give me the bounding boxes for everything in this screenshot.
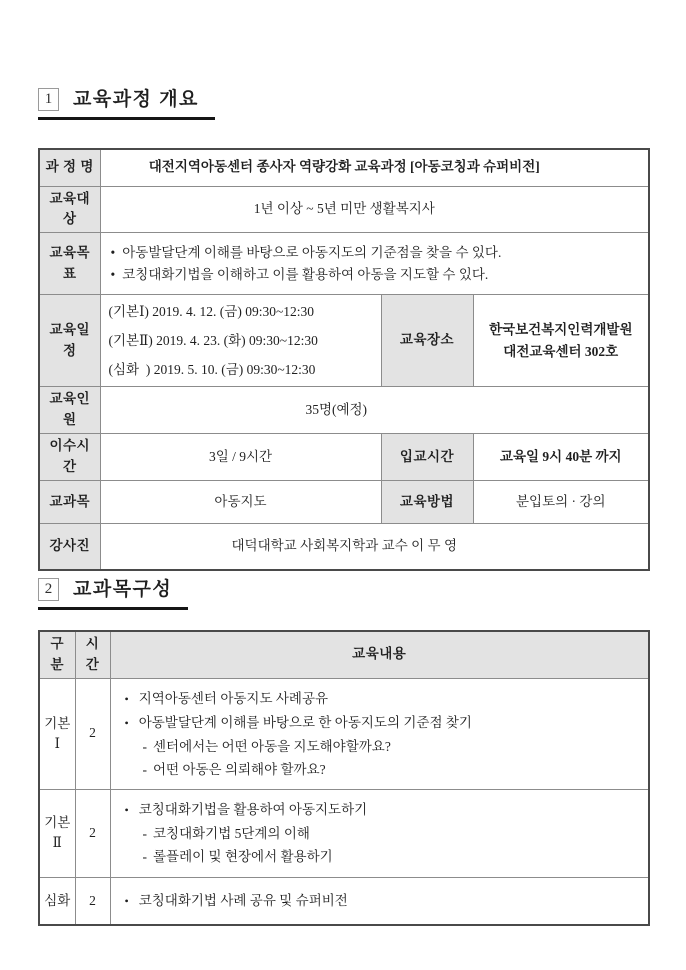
schedule-line: (심화 ) 2019. 5. 10. (금) 09:30~12:30 [108,362,316,378]
label-schedule: 교육일정 [39,295,100,387]
cell-content-basic1 [110,678,649,789]
row-schedule [39,295,649,387]
row-course-name [39,149,649,186]
label-place: 교육장소 [381,295,473,387]
label-instructors: 강사진 [39,524,100,570]
curriculum-row-advanced [39,877,649,925]
value-place [473,295,649,387]
section-1-title: 교육과정 개요 [73,89,199,110]
place-line: 한국보건복지인력개발원 [489,321,633,337]
row-target [39,186,649,233]
section-2-number-box: 2 [38,578,59,601]
cell-content-advanced [110,877,649,925]
schedule-line: (기본Ⅰ) 2019. 4. 12. (금) 09:30~12:30 [108,304,314,320]
content-item: • 아동발달단계 이해를 바탕으로 한 아동지도의 기준점 찾기 [119,711,645,735]
goal-item: • 코칭대화기법을 이해하고 이를 활용하여 아동을 지도할 수 있다. [107,264,645,286]
row-goals [39,233,649,295]
row-subject [39,481,649,524]
value-schedule [100,295,381,387]
content-item: • 지역아동센터 아동지도 사례공유 [119,687,645,711]
cell-division-basic1: 기본 Ⅰ [39,678,75,789]
curriculum-header-row [39,631,649,678]
cell-division-advanced: 심화 [39,877,75,925]
cell-division-basic2: 기본 Ⅱ [39,789,75,877]
cell-hours-basic2: 2 [75,789,110,877]
value-course-name: 대전지역아동센터 종사자 역량강화 교육과정 [아동코칭과 슈퍼비전] [100,149,649,186]
label-goals: 교육목표 [39,233,100,295]
value-goals [100,233,649,295]
label-entry-time: 입교시간 [381,434,473,481]
content-subitem: - 롤플레이 및 현장에서 활용하기 [119,845,645,868]
section-1-heading-underline [38,84,215,120]
section-2-title: 교과목구성 [73,579,173,600]
content-item: • 코칭대화기법 사례 공유 및 슈퍼비전 [119,889,645,913]
cell-hours-basic1: 2 [75,678,110,789]
course-overview-table [38,148,650,571]
label-capacity: 교육인원 [39,387,100,434]
section-2-heading-underline [38,574,188,610]
row-instructors [39,524,649,570]
value-subject: 아동지도 [100,481,381,524]
header-division: 구분 [39,631,75,678]
value-instructors: 대덕대학교 사회복지학과 교수 이 무 영 [100,524,649,570]
value-entry-time: 교육일 9시 40분 까지 [473,434,649,481]
section-1-number-box: 1 [38,88,59,111]
label-subject: 교과목 [39,481,100,524]
row-capacity [39,387,649,434]
label-hours: 이수시간 [39,434,100,481]
place-line: 대전교육센터 302호 [503,343,619,359]
value-capacity: 35명(예정) [100,387,649,434]
value-method: 분입토의 · 강의 [473,481,649,524]
label-target: 교육대상 [39,186,100,233]
content-subitem: - 센터에서는 어떤 아동을 지도해야할까요? [119,735,645,758]
section-2-heading [38,574,188,610]
schedule-line: (기본Ⅱ) 2019. 4. 23. (화) 09:30~12:30 [108,333,318,349]
section-1-heading [38,84,215,120]
label-course-name: 과 정 명 [39,149,100,186]
value-hours: 3일 / 9시간 [100,434,381,481]
curriculum-row-basic1 [39,678,649,789]
value-target: 1년 이상 ~ 5년 미만 생활복지사 [100,186,649,233]
curriculum-row-basic2 [39,789,649,877]
row-hours [39,434,649,481]
cell-hours-advanced: 2 [75,877,110,925]
cell-content-basic2 [110,789,649,877]
content-subitem: - 코칭대화기법 5단계의 이해 [119,822,645,845]
header-hours: 시간 [75,631,110,678]
content-item: • 코칭대화기법을 활용하여 아동지도하기 [119,798,645,822]
goal-item: • 아동발달단계 이해를 바탕으로 아동지도의 기준점을 찾을 수 있다. [107,242,645,264]
header-content: 교육내용 [110,631,649,678]
content-subitem: - 어떤 아동은 의뢰해야 할까요? [119,758,645,781]
label-method: 교육방법 [381,481,473,524]
curriculum-table [38,630,650,926]
